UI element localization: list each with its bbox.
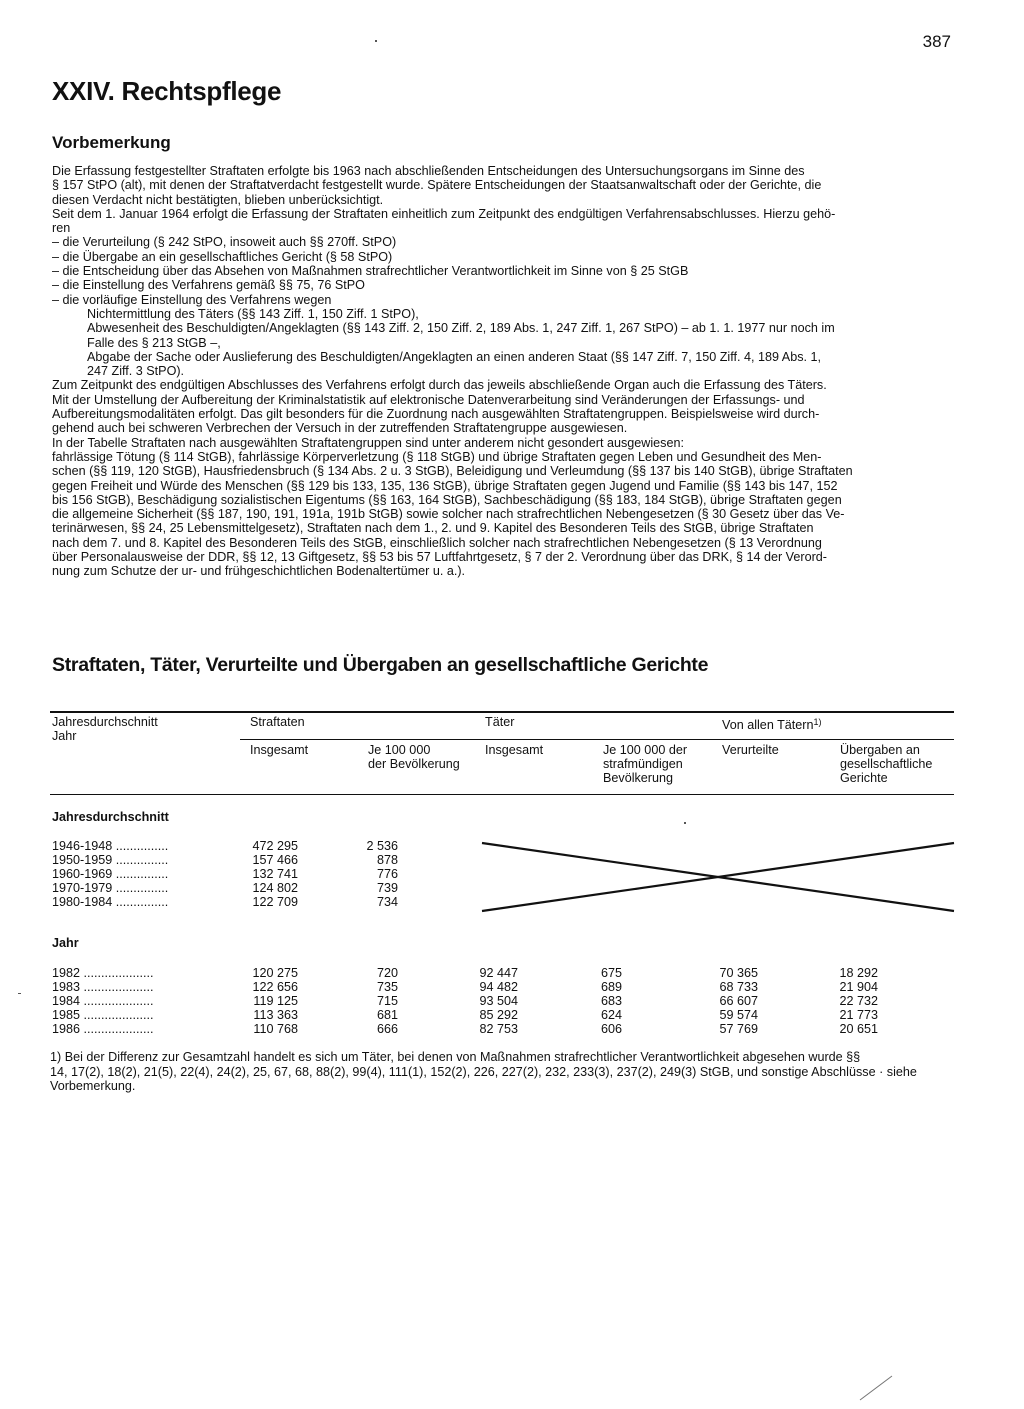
header-straftaten: Straftaten [250, 715, 305, 729]
preface-line: über Personalausweise der DDR, §§ 12, 13 Giftgesetz, §§ 53 bis 57 Luftfahrtgesetz, § 7 der 2. Verordnung über das DRK, § 14 der Verord- [52, 550, 827, 565]
row-label: 1960-1969 ............... [52, 867, 169, 881]
header-straftaten-je-100000: Je 100 000 der Bevölkerung [368, 743, 460, 771]
footnote-line: Vorbemerkung. [50, 1079, 136, 1093]
cell-je-100000: 715 [376, 994, 398, 1008]
preface-line: terinärwesen, §§ 24, 25 Lebensmittelgesetz), Straftaten nach dem 1., 2. und 9. Kapitel des Besonderen Teils des StGB, übrige Straftaten [52, 521, 814, 536]
cell-taeter-je-100000: 675 [600, 966, 622, 980]
cell-verurteilte: 68 733 [719, 980, 758, 994]
cell-taeter-je-100000: 689 [600, 980, 622, 994]
cell-verurteilte: 59 574 [719, 1008, 758, 1022]
preface-line: Seit dem 1. Januar 1964 erfolgt die Erfassung der Straftaten einheitlich zum Zeitpunkt des endgültigen Verfahrensabschlusses. Hierzu gehö- [52, 206, 836, 221]
scan-speck [375, 40, 377, 42]
group-heading-year: Jahr [52, 936, 79, 950]
cell-straftaten: 122 709 [252, 895, 298, 909]
cell-straftaten: 132 741 [252, 867, 298, 881]
cell-je-100000: 720 [376, 966, 398, 980]
cell-je-100000: 735 [376, 980, 398, 994]
preface-line: bis 156 StGB), Beschädigung sozialistischen Eigentums (§§ 163, 164 StGB), Sachbeschädigung (§§ 183, 184 StGB), übrige Straftaten gegen [52, 492, 842, 507]
cell-taeter-je-100000: 624 [600, 1008, 622, 1022]
row-label: 1970-1979 ............... [52, 881, 169, 895]
preface-list-item: – die vorläufige Einstellung des Verfahrens wegen [52, 292, 332, 307]
row-label: 1980-1984 ............... [52, 895, 169, 909]
preface-line: schen (§§ 119, 120 StGB), Hausfriedensbruch (§ 134 Abs. 2 u. 3 StGB), Beleidigung und Verleumdung (§§ 137 bis 140 StGB), übrige Straftaten [52, 464, 853, 479]
row-label: 1983 .................... [52, 980, 154, 994]
cell-taeter-je-100000: 683 [600, 994, 622, 1008]
section-heading: Vorbemerkung [52, 133, 171, 152]
cell-straftaten: 113 363 [253, 1008, 298, 1022]
footnote-line: 14, 17(2), 18(2), 21(5), 22(4), 24(2), 25, 67, 68, 88(2), 99(4), 111(1), 152(2), 226, 227(2), 232, 233(3), 237(2), 249(3) StGB, und sonstige Abschlüsse · siehe [50, 1064, 917, 1079]
preface-line: nach dem 7. und 8. Kapitel des Besonderen Teils des StGB, einschließlich solcher nach strafrechtlichen Nebengesetzen (§ 13 Verordnung [52, 535, 822, 550]
header-taeter-insgesamt: Insgesamt [485, 743, 544, 757]
cell-straftaten: 124 802 [252, 881, 298, 895]
header-sub-rule [240, 739, 954, 740]
footnote-marker: 1) [813, 717, 822, 727]
preface-list-item: – die Entscheidung über das Absehen von Maßnahmen strafrechtlicher Verantwortlichkeit im Sinne von § 25 StGB [52, 264, 689, 279]
table-top-rule [50, 711, 954, 713]
preface-sub-item: Abwesenheit des Beschuldigten/Angeklagten (§§ 143 Ziff. 2, 150 Ziff. 2, 189 Abs. 1, 247 Ziff. 1, 267 StPO) – ab 1. 1. 1977 nur noch im [87, 321, 835, 336]
preface-text [52, 164, 950, 579]
preface-list-item: – die Verurteilung (§ 242 StPO, insoweit auch §§ 270ff. StPO) [52, 235, 397, 250]
preface-line: Die Erfassung festgestellter Straftaten erfolgte bis 1963 nach abschließenden Entscheidungen des Untersuchungsorgans im Sinne des [52, 164, 805, 178]
header-bottom-rule [50, 794, 954, 795]
header-taeter: Täter [485, 715, 515, 729]
group-heading-average: Jahresdurchschnitt [52, 810, 169, 824]
cell-taeter-je-100000: 606 [600, 1022, 622, 1036]
cell-je-100000: 878 [376, 853, 398, 867]
header-stub: Jahresdurchschnitt Jahr [52, 715, 158, 743]
preface-sub-item: Abgabe der Sache oder Auslieferung des Beschuldigten/Angeklagten an einen anderen Staat (§§ 147 Ziff. 7, 150 Ziff. 4, 189 Abs. 1, [87, 349, 821, 364]
cell-uebergaben: 20 651 [839, 1022, 878, 1036]
cell-taeter: 82 753 [479, 1022, 518, 1036]
preface-line: Mit der Umstellung der Aufbereitung der Kriminalstatistik auf elektronische Datenverarbeitung sind Veränderungen der Erfassungs- und [52, 392, 805, 407]
row-label: 1985 .................... [52, 1008, 154, 1022]
header-taeter-je-100000: Je 100 000 der strafmündigen Bevölkerung [603, 743, 688, 785]
cell-verurteilte: 70 365 [719, 966, 758, 980]
cell-straftaten: 119 125 [253, 994, 298, 1008]
cell-uebergaben: 21 904 [839, 980, 878, 994]
preface-line: gegen Freiheit und Würde des Menschen (§§ 129 bis 133, 135, 136 StGB), übrige Straftaten gegen Jugend und Familie (§§ 143 bis 147, 152 [52, 478, 838, 493]
cell-je-100000: 2 536 [366, 839, 398, 853]
preface-sub-item: 247 Ziff. 3 StPO). [87, 364, 185, 379]
row-label: 1984 .................... [52, 994, 154, 1008]
preface-line: ren [52, 221, 71, 236]
cell-taeter: 92 447 [479, 966, 518, 980]
cell-straftaten: 110 768 [253, 1022, 298, 1036]
chapter-title: XXIV. Rechtspflege [52, 76, 282, 106]
preface-sub-item: Falle des § 213 StGB –, [87, 335, 221, 350]
row-label: 1986 .................... [52, 1022, 154, 1036]
cell-je-100000: 776 [376, 867, 398, 881]
cell-je-100000: 734 [376, 895, 398, 909]
page-number: 387 [922, 32, 951, 51]
cell-je-100000: 681 [376, 1008, 398, 1022]
cell-uebergaben: 22 732 [839, 994, 878, 1008]
cell-taeter: 94 482 [479, 980, 518, 994]
row-label: 1950-1959 ............... [52, 853, 169, 867]
preface-line: § 157 StPO (alt), mit denen der Straftatverdacht festgestellt wurde. Spätere Entscheidungen der Staatsanwaltschaft oder der Gerichte, die [52, 178, 822, 193]
preface-line: gehend auch bei schweren Verbrechen der Versuch in der zutreffenden Straftatengruppe ausgewiesen. [52, 421, 628, 436]
cell-straftaten: 157 466 [252, 853, 298, 867]
cell-straftaten: 122 656 [252, 980, 298, 994]
preface-list-item: – die Übergabe an ein gesellschaftliches Gericht (§ 58 StPO) [52, 249, 393, 264]
cell-taeter: 93 504 [479, 994, 518, 1008]
row-label: 1982 .................... [52, 966, 154, 980]
preface-sub-item: Nichtermittlung des Täters (§§ 143 Ziff. 1, 150 Ziff. 1 StPO), [87, 306, 419, 321]
cell-straftaten: 120 275 [252, 966, 298, 980]
cell-verurteilte: 66 607 [719, 994, 758, 1008]
preface-line: diesen Verdacht nicht bestätigten, blieben unberücksichtigt. [52, 192, 384, 207]
row-label: 1946-1948 ............... [52, 839, 169, 853]
preface-line: die allgemeine Sicherheit (§§ 187, 190, 191, 191a, 191b StGB) sowie solcher nach strafrechtlichen Nebengesetzen (§ 30 Gesetz über das Ve- [52, 507, 845, 522]
table-footnote [50, 1050, 954, 1094]
cell-je-100000: 739 [376, 881, 398, 895]
footnote-line: 1) Bei der Differenz zur Gesamtzahl handelt es sich um Täter, bei denen von Maßnahmen strafrechtlicher Verantwortlichkeit abgesehen wurde §§ [50, 1050, 861, 1064]
table-title: Straftaten, Täter, Verurteilte und Übergaben an gesellschaftliche Gerichte [52, 654, 709, 676]
header-von-allen-taetern: Von allen Tätern$^{1)}$ [722, 717, 822, 732]
header-straftaten-insgesamt: Insgesamt [250, 743, 309, 757]
statistics-table [50, 708, 954, 1048]
preface-line: Aufbereitungsmodalitäten erfolgt. Das gilt besonders für die Zuordnung nach ausgewählten Straftatengruppen. Beispielsweise wird durch- [52, 407, 820, 422]
preface-line: fahrlässige Tötung (§ 114 StGB), fahrlässige Körperverletzung (§ 118 StGB) und übrige Straftaten gegen Leben und Gesundheit des Men- [52, 449, 822, 464]
cell-uebergaben: 18 292 [839, 966, 878, 980]
header-verurteilte: Verurteilte [722, 743, 779, 757]
cell-uebergaben: 21 773 [839, 1008, 878, 1022]
preface-line: Zum Zeitpunkt des endgültigen Abschlusses des Verfahrens erfolgt durch das jeweils abschließende Organ auch die Erfassung des Täters. [52, 378, 827, 393]
cell-straftaten: 472 295 [252, 839, 298, 853]
scan-speck [684, 822, 686, 824]
not-available-cross [480, 838, 960, 918]
scan-speck [18, 993, 21, 994]
cell-je-100000: 666 [376, 1022, 398, 1036]
header-uebergaben: Übergaben an gesellschaftliche Gerichte [840, 743, 933, 785]
scan-mark [858, 1372, 898, 1402]
preface-line: In der Tabelle Straftaten nach ausgewählten Straftatengruppen sind unter anderem nicht gesondert ausgewiesen: [52, 435, 684, 450]
cell-verurteilte: 57 769 [719, 1022, 758, 1036]
cell-taeter: 85 292 [479, 1008, 518, 1022]
preface-line: nung zum Schutze der ur- und frühgeschichtlichen Bodenaltertümer u. a.). [52, 564, 466, 579]
preface-list-item: – die Einstellung des Verfahrens gemäß §§ 75, 76 StPO [52, 278, 365, 293]
